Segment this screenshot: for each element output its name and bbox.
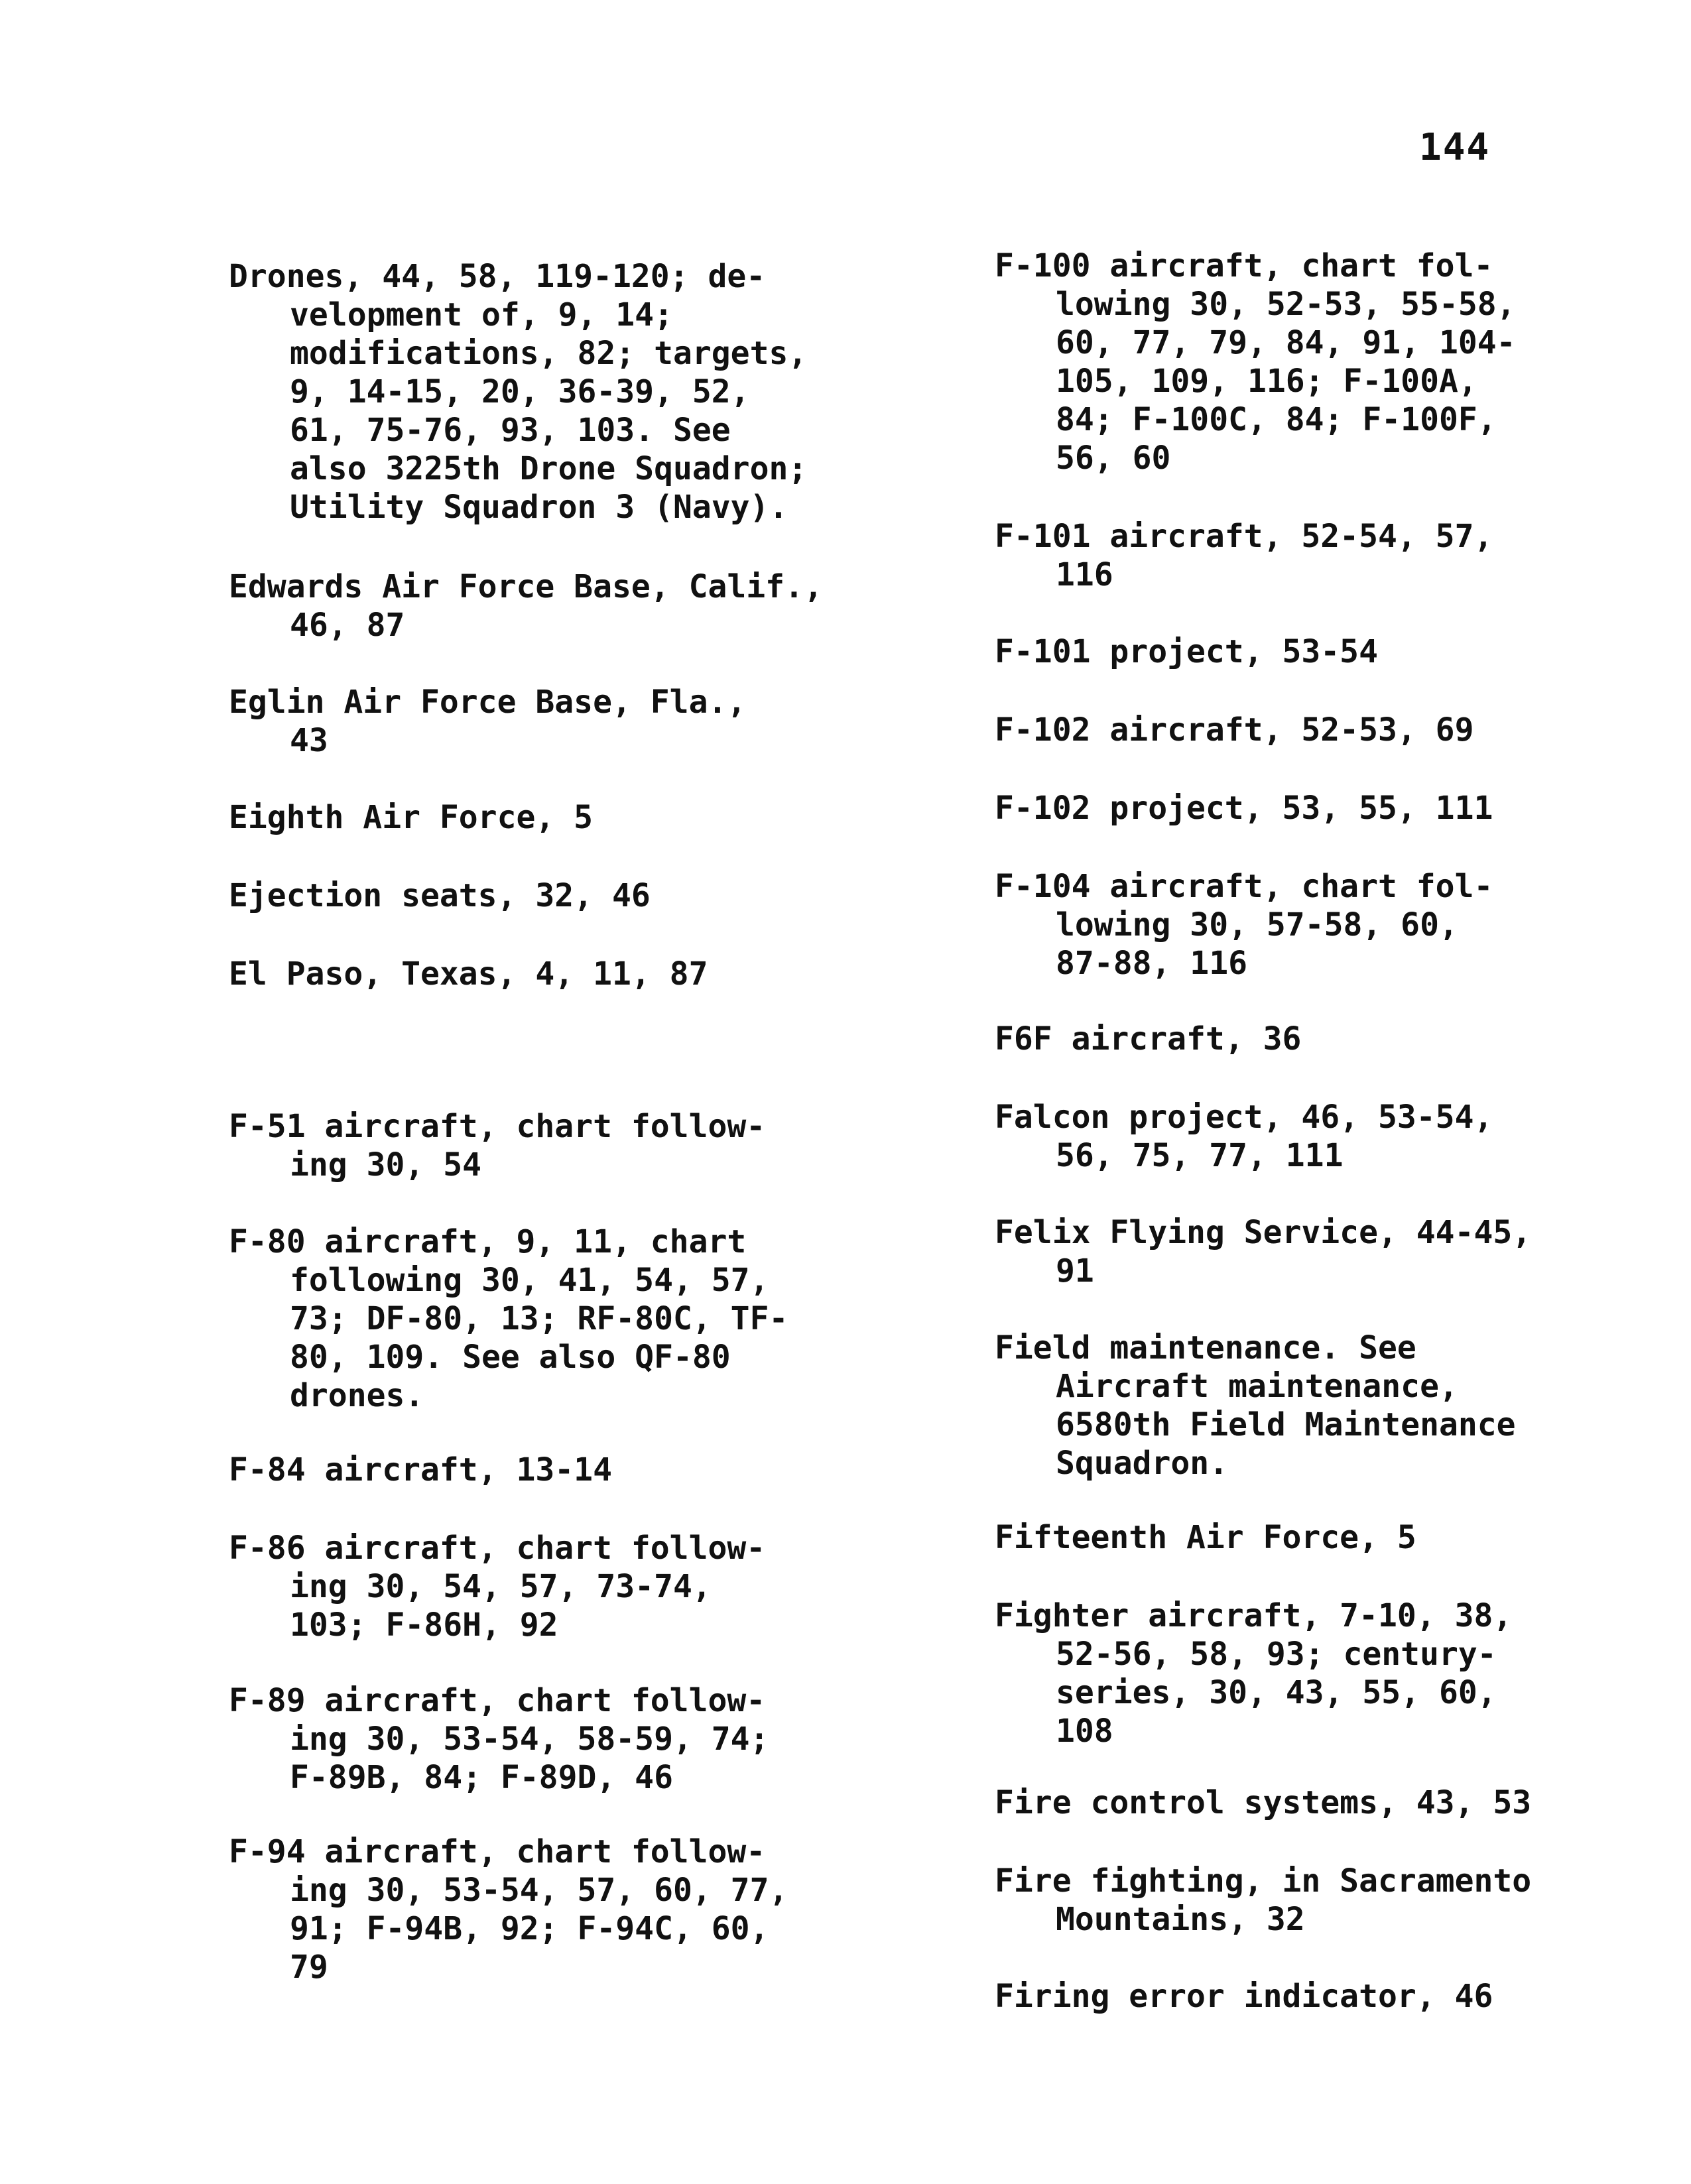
index-entry-f101-project: F-101 project, 53-54 <box>995 633 1378 670</box>
index-entry-edwards-afb: Edwards Air Force Base, Calif., 46, 87 <box>229 568 823 644</box>
index-entry-f102-project: F-102 project, 53, 55, 111 <box>995 790 1493 827</box>
index-entry-f94: F-94 aircraft, chart follow- ing 30, 53-54, 57, 60, 77, 91; F-94B, 92; F-94C, 60, 79 <box>229 1833 788 1986</box>
index-entry-f104: F-104 aircraft, chart fol- lowing 30, 57-58, 60, 87-88, 116 <box>995 868 1493 982</box>
index-entry-fighter-aircraft: Fighter aircraft, 7-10, 38, 52-56, 58, 93; century- series, 30, 43, 55, 60, 108 <box>995 1597 1513 1750</box>
index-entry-f101-aircraft: F-101 aircraft, 52-54, 57, 116 <box>995 518 1493 593</box>
index-entry-ejection-seats: Ejection seats, 32, 46 <box>229 877 651 914</box>
page-number: 144 <box>1419 126 1491 169</box>
index-entry-f80: F-80 aircraft, 9, 11, chart following 30, 41, 54, 57, 73; DF-80, 13; RF-80C, TF- 80, 109. See also QF-80 drones. <box>229 1223 788 1414</box>
index-entry-felix-flying-service: Felix Flying Service, 44-45, 91 <box>995 1214 1532 1290</box>
index-entry-eighth-air-force: Eighth Air Force, 5 <box>229 799 594 836</box>
index-entry-f6f: F6F aircraft, 36 <box>995 1020 1302 1058</box>
index-entry-f86: F-86 aircraft, chart follow- ing 30, 54, 57, 73-74, 103; F-86H, 92 <box>229 1530 766 1644</box>
index-entry-eglin-afb: Eglin Air Force Base, Fla., 43 <box>229 684 747 759</box>
index-entry-field-maintenance: Field maintenance. See Aircraft maintenance, 6580th Field Maintenance Squadron. <box>995 1329 1516 1482</box>
index-entry-f84: F-84 aircraft, 13-14 <box>229 1451 612 1488</box>
index-entry-f51: F-51 aircraft, chart follow- ing 30, 54 <box>229 1108 766 1183</box>
index-entry-f102-aircraft: F-102 aircraft, 52-53, 69 <box>995 711 1474 749</box>
index-entry-f89: F-89 aircraft, chart follow- ing 30, 53-54, 58-59, 74; F-89B, 84; F-89D, 46 <box>229 1682 769 1796</box>
index-entry-f100: F-100 aircraft, chart fol- lowing 30, 52-53, 55-58, 60, 77, 79, 84, 91, 104- 105, 109, 116; F-100A, 84; F-100C, 84; F-100F, 56, 60 <box>995 247 1516 477</box>
index-entry-fire-fighting: Fire fighting, in Sacramento Mountains, 32 <box>995 1862 1532 1938</box>
index-entry-fire-control-systems: Fire control systems, 43, 53 <box>995 1784 1532 1821</box>
index-entry-fifteenth-air-force: Fifteenth Air Force, 5 <box>995 1519 1416 1556</box>
index-entry-firing-error-indicator: Firing error indicator, 46 <box>995 1978 1493 2015</box>
index-entry-drones: Drones, 44, 58, 119-120; de- velopment of, 9, 14; modifications, 82; targets, 9, 14-15, 20, 36-39, 52, 61, 75-76, 93, 103. See also 3225th Drone Squadron; Utility Squadron 3 (Navy). <box>229 258 808 526</box>
index-entry-el-paso: El Paso, Texas, 4, 11, 87 <box>229 955 708 993</box>
index-entry-falcon-project: Falcon project, 46, 53-54, 56, 75, 77, 111 <box>995 1099 1493 1174</box>
